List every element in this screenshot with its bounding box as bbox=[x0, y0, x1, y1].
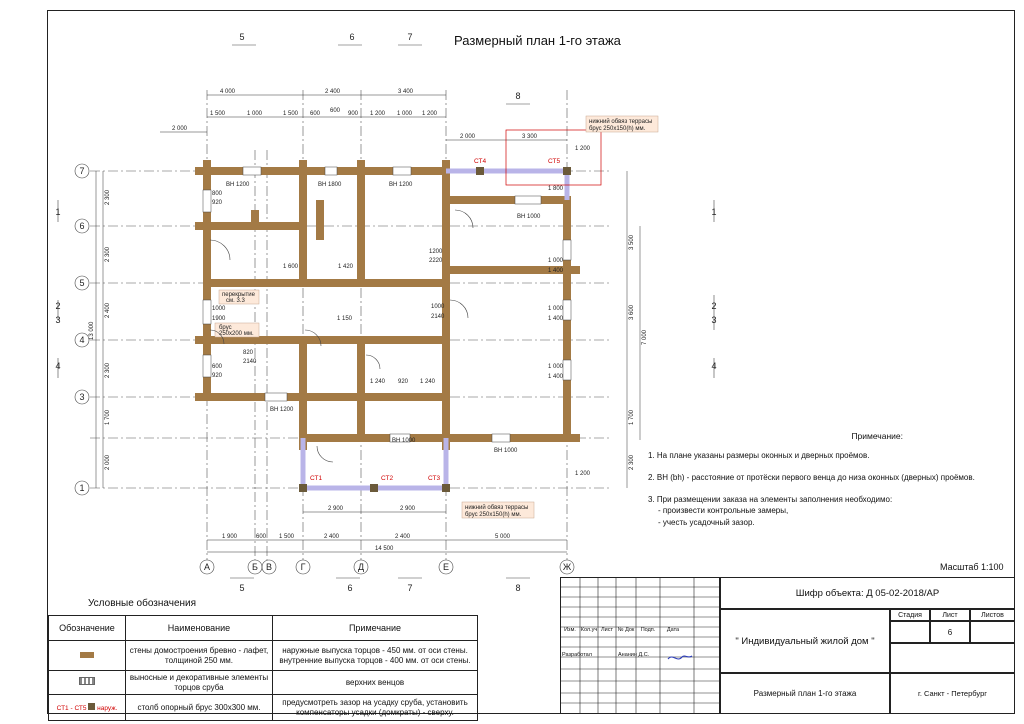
svg-text:3 600: 3 600 bbox=[629, 304, 635, 320]
axis-label-b: Б bbox=[252, 562, 258, 572]
svg-text:ВН 1000: ВН 1000 bbox=[494, 448, 518, 454]
bottom-marker-8: 8 bbox=[515, 583, 521, 593]
svg-text:600: 600 bbox=[212, 364, 223, 370]
right-dimensions bbox=[575, 146, 648, 488]
legend-note-log: наружные выпуска торцов - 450 мм. от оси стены. внутренние выпуска торцов - 400 мм. от оси стены. bbox=[273, 641, 478, 671]
top-marker-5: 5 bbox=[239, 32, 245, 42]
post-st2 bbox=[370, 484, 378, 492]
top-marker-6: 6 bbox=[349, 32, 355, 42]
svg-text:ВН 1200: ВН 1200 bbox=[270, 407, 294, 413]
svg-text:920: 920 bbox=[212, 200, 223, 206]
axis-label-a: А bbox=[203, 562, 211, 572]
legend-name-log: стены домостроения бревно - лафет, толщиной 250 мм. bbox=[126, 641, 273, 671]
label-st5: СТ5 bbox=[548, 158, 561, 165]
svg-text:1 000: 1 000 bbox=[247, 111, 263, 117]
developed-label: Разработал bbox=[562, 652, 592, 658]
city-label: г. Санкт - Петербург bbox=[890, 673, 1015, 714]
axis-label-v: В bbox=[265, 562, 273, 572]
svg-text:2 300: 2 300 bbox=[105, 362, 111, 378]
axis-label-1: 1 bbox=[79, 483, 85, 493]
svg-text:1 500: 1 500 bbox=[283, 111, 299, 117]
svg-text:600: 600 bbox=[310, 111, 321, 117]
svg-text:1 420: 1 420 bbox=[338, 264, 354, 270]
svg-text:1900: 1900 bbox=[212, 316, 226, 322]
axis-label-g: Г bbox=[300, 562, 306, 572]
sheets-label: Листов bbox=[970, 609, 1015, 621]
svg-text:1 000: 1 000 bbox=[548, 258, 564, 264]
side-marker-4r: 4 bbox=[711, 361, 717, 371]
drawing-title: Размерный план 1-го этажа bbox=[454, 33, 621, 48]
sheet-number: 6 bbox=[930, 621, 970, 643]
svg-text:2 000: 2 000 bbox=[105, 454, 111, 470]
axis-bubbles-bottom bbox=[200, 560, 574, 574]
post-st5 bbox=[563, 167, 571, 175]
svg-text:2 400: 2 400 bbox=[325, 89, 341, 95]
legend-note-decor: верхних венцов bbox=[273, 671, 478, 695]
svg-text:1 000: 1 000 bbox=[548, 364, 564, 370]
svg-text:1 400: 1 400 bbox=[548, 316, 564, 322]
side-marker-2r: 2 bbox=[711, 301, 717, 311]
label-st2: СТ2 bbox=[381, 475, 394, 482]
signature-icon bbox=[668, 656, 692, 659]
svg-text:2220: 2220 bbox=[429, 258, 443, 264]
label-st1: СТ1 bbox=[310, 475, 323, 482]
legend-header-symbol: Обозначение bbox=[49, 616, 126, 641]
svg-text:1000: 1000 bbox=[212, 306, 226, 312]
title-grid-lines bbox=[560, 577, 720, 714]
note-3-sub-2: - учесть усадочный зазор. bbox=[658, 517, 755, 527]
legend-table bbox=[48, 615, 478, 721]
sheet-title: Размерный план 1-го этажа bbox=[720, 673, 890, 714]
side-section-markers bbox=[55, 200, 716, 378]
svg-text:1 240: 1 240 bbox=[370, 379, 386, 385]
svg-text:2140: 2140 bbox=[243, 359, 257, 365]
svg-text:800: 800 bbox=[212, 191, 223, 197]
side-marker-2l: 2 bbox=[55, 301, 61, 311]
post-symbol-label: СТ1 - СТ5 bbox=[56, 704, 87, 712]
legend-header-name: Наименование bbox=[126, 616, 273, 641]
note-1: 1. На плане указаны размеры оконных и дверных проёмов. bbox=[648, 451, 870, 461]
svg-text:ВН 1000: ВН 1000 bbox=[517, 214, 541, 220]
notes-block bbox=[648, 430, 1008, 528]
axis-label-e: Е bbox=[442, 562, 450, 572]
object-code: Шифр объекта: Д 05-02-2018/АР bbox=[720, 577, 1015, 609]
svg-text:2 900: 2 900 bbox=[328, 506, 344, 512]
svg-text:3 400: 3 400 bbox=[398, 89, 414, 95]
svg-text:1 240: 1 240 bbox=[420, 379, 436, 385]
svg-text:1 400: 1 400 bbox=[548, 268, 564, 274]
post-symbol-note: наруж. bbox=[97, 704, 118, 712]
svg-text:2 400: 2 400 bbox=[105, 302, 111, 318]
svg-text:2 300: 2 300 bbox=[105, 246, 111, 262]
svg-text:14 500: 14 500 bbox=[375, 546, 394, 552]
svg-text:2 900: 2 900 bbox=[400, 506, 416, 512]
svg-text:1 700: 1 700 bbox=[629, 409, 635, 425]
svg-text:2 400: 2 400 bbox=[395, 534, 411, 540]
svg-text:1 400: 1 400 bbox=[548, 374, 564, 380]
svg-text:брус: брус bbox=[219, 325, 232, 331]
svg-text:920: 920 bbox=[398, 379, 409, 385]
side-marker-3r: 3 bbox=[711, 315, 717, 325]
log-swatch-icon bbox=[80, 652, 94, 658]
svg-text:7 000: 7 000 bbox=[642, 329, 648, 345]
svg-text:1 200: 1 200 bbox=[370, 111, 386, 117]
svg-text:нижний обвяз террасы: нижний обвяз террасы bbox=[465, 505, 529, 511]
svg-text:13 000: 13 000 bbox=[89, 321, 95, 340]
svg-text:ВН 1200: ВН 1200 bbox=[389, 182, 413, 188]
label-st3: СТ3 bbox=[428, 475, 441, 482]
svg-text:перекрытие: перекрытие bbox=[222, 292, 255, 298]
bottom-marker-5: 5 bbox=[239, 583, 245, 593]
svg-text:1000: 1000 bbox=[431, 304, 445, 310]
note-3: 3. При размещении заказа на элементы заполнения необходимо: bbox=[648, 494, 893, 504]
svg-text:1 000: 1 000 bbox=[397, 111, 413, 117]
svg-text:см. 3.3: см. 3.3 bbox=[226, 298, 245, 304]
svg-text:3 500: 3 500 bbox=[629, 234, 635, 250]
svg-text:2 000: 2 000 bbox=[172, 126, 188, 132]
decor-swatch-icon bbox=[79, 677, 95, 685]
side-marker-4l: 4 bbox=[55, 361, 61, 371]
svg-text:1 200: 1 200 bbox=[575, 471, 591, 477]
post-st1 bbox=[299, 484, 307, 492]
axis-label-4: 4 bbox=[79, 335, 85, 345]
svg-text:3 300: 3 300 bbox=[522, 134, 538, 140]
title-block bbox=[560, 577, 1015, 714]
svg-text:ВН 1800: ВН 1800 bbox=[318, 182, 342, 188]
notes-heading: Примечание: bbox=[851, 431, 903, 441]
svg-text:ВН 1200: ВН 1200 bbox=[226, 182, 250, 188]
scale-label: Масштаб 1:100 bbox=[940, 562, 1004, 572]
svg-text:820: 820 bbox=[243, 350, 254, 356]
svg-text:1 150: 1 150 bbox=[337, 316, 353, 322]
side-marker-1r: 1 bbox=[711, 207, 717, 217]
legend-symbol-log bbox=[49, 641, 126, 671]
svg-text:1 900: 1 900 bbox=[222, 534, 238, 540]
note-2: 2. ВН (bh) - расстояние от протёски первого венца до низа оконных (дверных) проёмов. bbox=[648, 472, 975, 482]
svg-text:5 000: 5 000 bbox=[495, 534, 511, 540]
stage-label: Стадия bbox=[890, 609, 930, 621]
svg-text:нижний обвяз террасы: нижний обвяз террасы bbox=[589, 119, 653, 125]
svg-text:брус 250х150(h) мм.: брус 250х150(h) мм. bbox=[589, 126, 646, 132]
svg-text:1 200: 1 200 bbox=[575, 146, 591, 152]
legend-header-note: Примечание bbox=[273, 616, 478, 641]
svg-text:ВН 1000: ВН 1000 bbox=[392, 438, 416, 444]
svg-text:250х200 мм.: 250х200 мм. bbox=[219, 331, 254, 337]
svg-text:1200: 1200 bbox=[429, 249, 443, 255]
axis-label-5: 5 bbox=[79, 278, 85, 288]
post-st4 bbox=[476, 167, 484, 175]
side-marker-3l: 3 bbox=[55, 315, 61, 325]
axis-bubbles-left bbox=[75, 164, 89, 495]
sheet-label: Лист bbox=[930, 609, 970, 621]
svg-text:1 500: 1 500 bbox=[210, 111, 226, 117]
post-swatch-icon bbox=[88, 703, 95, 710]
svg-text:1 500: 1 500 bbox=[279, 534, 295, 540]
svg-text:1 000: 1 000 bbox=[548, 306, 564, 312]
legend-name-decor: выносные и декоративные элементы торцов сруба bbox=[126, 671, 273, 695]
svg-text:600: 600 bbox=[256, 534, 267, 540]
top-marker-8: 8 bbox=[515, 91, 521, 101]
svg-text:2 300: 2 300 bbox=[629, 454, 635, 470]
legend-name-post: столб опорный брус 300х300 мм. bbox=[126, 695, 273, 721]
svg-text:1 200: 1 200 bbox=[422, 111, 438, 117]
svg-text:920: 920 bbox=[212, 373, 223, 379]
svg-text:600: 600 bbox=[330, 108, 341, 114]
svg-text:брус 250х150(h) мм.: брус 250х150(h) мм. bbox=[465, 512, 522, 518]
label-st4: СТ4 bbox=[474, 158, 487, 165]
post-st3 bbox=[442, 484, 450, 492]
title-columns-row: Изм. Кол.уч Лист № Док Подп. Дата bbox=[564, 627, 680, 633]
svg-text:4 000: 4 000 bbox=[220, 89, 236, 95]
svg-text:2 000: 2 000 bbox=[460, 134, 476, 140]
left-dimensions bbox=[89, 171, 111, 488]
legend-symbol-decor bbox=[49, 671, 126, 695]
axis-label-3: 3 bbox=[79, 392, 85, 402]
svg-text:2 400: 2 400 bbox=[324, 534, 340, 540]
bottom-marker-6: 6 bbox=[347, 583, 353, 593]
author-name: Ананин Д.С. bbox=[618, 652, 650, 658]
side-marker-1l: 1 bbox=[55, 207, 61, 217]
legend-note-post: предусмотреть зазор на усадку сруба, установить компенсаторы усадки (домкраты) - сверху. bbox=[273, 695, 478, 721]
legend-symbol-post bbox=[49, 695, 126, 721]
svg-text:2 300: 2 300 bbox=[105, 189, 111, 205]
top-marker-7: 7 bbox=[407, 32, 413, 42]
axis-label-d: Д bbox=[357, 562, 365, 572]
axis-label-6: 6 bbox=[79, 221, 85, 231]
axis-label-zh: Ж bbox=[562, 562, 572, 572]
bottom-marker-7: 7 bbox=[407, 583, 413, 593]
svg-text:1 700: 1 700 bbox=[105, 409, 111, 425]
svg-text:900: 900 bbox=[348, 111, 359, 117]
axis-label-7: 7 bbox=[79, 166, 85, 176]
svg-text:2140: 2140 bbox=[431, 314, 445, 320]
svg-text:1 600: 1 600 bbox=[283, 264, 299, 270]
project-name: " Индивидуальный жилой дом " bbox=[720, 609, 890, 673]
note-3-sub-1: - произвести контрольные замеры, bbox=[658, 506, 789, 516]
svg-text:1 800: 1 800 bbox=[548, 186, 564, 192]
legend-title: Условные обозначения bbox=[88, 598, 197, 609]
